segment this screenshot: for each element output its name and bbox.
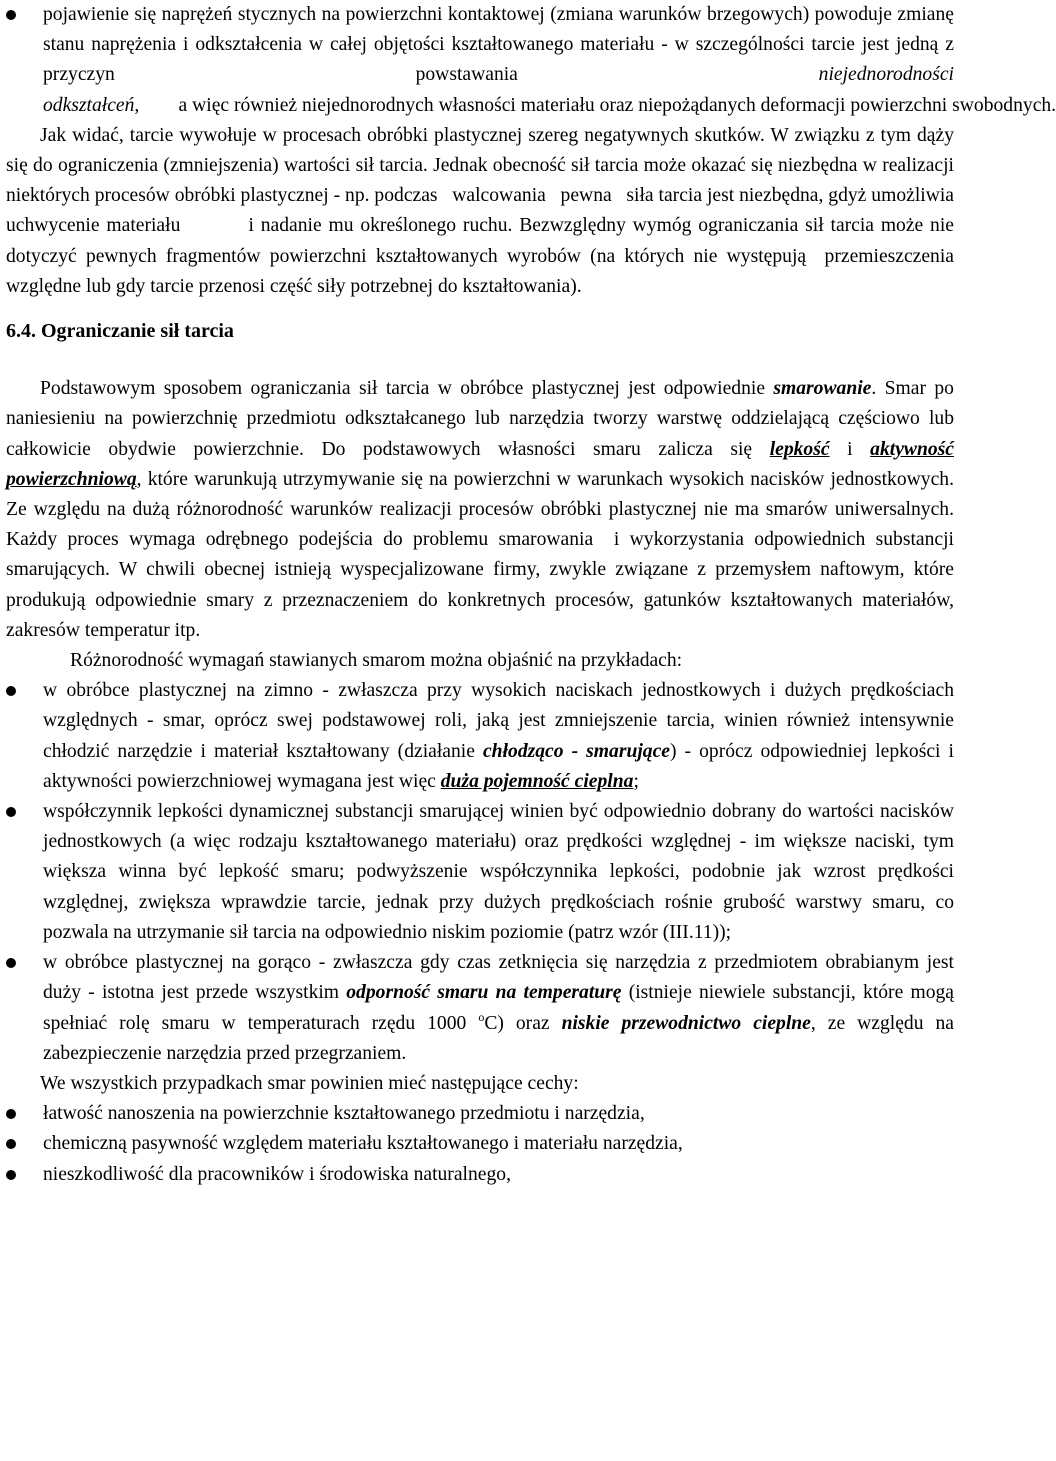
term-chlodzaco-smarujace: chłodząco - smarujące xyxy=(482,740,670,762)
bullet-icon xyxy=(6,1170,16,1180)
list-item xyxy=(6,676,954,797)
term-aktywnosc: aktywność powierzchniową xyxy=(6,438,954,490)
intro-text: pojawienie się naprężeń stycznych na powierzchni kontaktowej (zmiana warunków brzegowych) powoduje zmianę stanu naprężenia i odkształcenia w całej objętości kształtowanego materiału - w szczególności tarcie jest jedną z przyczyn powstawania xyxy=(43,4,954,86)
bullet-icon xyxy=(6,1139,16,1149)
text-run: łatwość nanoszenia na powierzchnie kształtowanego przedmiotu i narzędzia, xyxy=(43,1103,645,1125)
paragraph-cechy: We wszystkich przypadkach smar powinien mieć następujące cechy: xyxy=(40,1072,579,1094)
bullet-icon xyxy=(6,686,16,696)
text-run: w obróbce plastycznej na zimno - zwłaszcza przy wysokich naciskach jednostkowych i dużych prędkościach względnych - smar, oprócz swej podstawowej roli, jaką jest zmniejszenie tarcia, winien również intensywnie chłodzić narzędzie i materiał kształtowany (działanie xyxy=(43,680,954,762)
section-title: Ograniczanie sił tarcia xyxy=(41,320,234,343)
paragraph-wymagania: Różnorodność wymagań stawianych smarom można objaśnić na przykładach: xyxy=(70,650,683,672)
section-heading xyxy=(6,316,954,346)
requirements-list xyxy=(6,676,954,1069)
text-run: chemiczną pasywność względem materiału kształtowanego i materiału narzędzia, xyxy=(43,1133,683,1155)
text-run: Podstawowym sposobem ograniczania sił tarcia w obróbce plastycznej jest odpowiednie xyxy=(40,378,766,400)
list-item xyxy=(6,797,954,948)
paragraph-smarowanie xyxy=(6,374,959,646)
term-lepkosc: lepkość xyxy=(769,438,830,460)
bullet-icon xyxy=(6,958,16,968)
list-item xyxy=(6,1129,954,1159)
intro-list xyxy=(6,0,1056,121)
features-list xyxy=(6,1099,954,1190)
paragraph-tarcie: Jak widać, tarcie wywołuje w procesach obróbki plastycznej szereg negatywnych skutków. W związku z tym dąży się do ograniczenia (zmniejszenia) wartości sił tarcia. Jednak obecność sił tarcia może okazać się niezbędna w realizacji niektórych procesów obróbki plastycznej - np. podczas walcowania pewna siła tarcia jest niezbędna, gdyż umożliwia uchwycenie materiału i nadanie mu określonego ruchu. Bezwzględny wymóg ograniczania sił tarcia może nie dotyczyć pewnych fragmentów powierzchni kształtowanych wyrobów (na których nie występują przemieszczenia względne lub gdy tarcie przenosi część siły potrzebnej do kształtowania). xyxy=(6,124,959,297)
text-run: i xyxy=(847,438,853,460)
text-run: w obróbce plastycznej na gorąco - zwłaszcza gdy czas zetknięcia się narzędzia z przedmiotem obrabianym jest duży - istotna jest przede wszystkim xyxy=(43,952,954,1004)
text-run: (istnieje niewiele substancji, które mogą spełniać rolę smaru w temperaturach rzędu 1000 xyxy=(43,982,954,1034)
text-run: współczynnik lepkości dynamicznej substancji smarującej winien być odpowiednio dobrany do wartości nacisków jednostkowych (a więc rodzaju kształtowanego materiału) oraz prędkości względnej - im większe naciski, tym większa winna być lepkość smaru; podwyższenie współczynnika lepkości, podobnie jak wzrost prędkości względnej, zwiększa wprawdzie tarcie, jednak przy dużych prędkościach rośnie grubość warstwy smaru, co pozwala na utrzymanie sił tarcia na odpowiednio niskim poziomie (patrz wzór (III.11)); xyxy=(43,801,954,943)
text-run: , ze względu na zabezpieczenie narzędzia przed przegrzaniem. xyxy=(43,1012,954,1064)
term-pojemnosc-cieplna: duża pojemność cieplna xyxy=(440,770,634,792)
bullet-icon xyxy=(6,1109,16,1119)
degree-sign: o xyxy=(478,1009,485,1024)
text-run: ) - oprócz odpowiedniej lepkości i aktywności powierzchniowej wymagana jest więc xyxy=(43,740,954,792)
list-item xyxy=(6,1160,954,1190)
section-number: 6.4. xyxy=(6,320,36,343)
list-item xyxy=(6,1099,954,1129)
text-run: , które warunkują utrzymywanie się na powierzchni w warunkach wysokich nacisków jednostkowych. Ze względu na dużą różnorodność warunków realizacji procesów obróbki plastycznej nie ma smarów uniwersalnych. Każdy proces wymaga odrębnego podejścia do problemu smarowania i wykorzystania odpowiednich substancji smarujących. W chwili obecnej istnieją wyspecjalizowane firmy, zwykle związane z przemysłem naftowym, które produkują odpowiednie smary z przeznaczeniem do konkretnych procesów, gatunków kształtowanych materiałów, zakresów temperatur itp. xyxy=(6,468,959,641)
list-item xyxy=(6,948,954,1069)
text-run: ; xyxy=(633,770,639,792)
text-run: . Smar po naniesieniu na powierzchnię przedmiotu odkształcanego lub narzędzia tworzy warstwę oddzielającą częściowo lub całkowicie obydwie powierzchnie. Do podstawowych własności smaru zalicza się xyxy=(6,378,959,460)
intro-text-end: , a więc również niejednorodnych własności materiału oraz niepożądanych deformacji powierzchni swobodnych. xyxy=(134,94,1056,116)
term-odpornosc: odporność smaru na temperaturę xyxy=(346,982,622,1004)
list-item xyxy=(6,0,1056,121)
text-run: nieszkodliwość dla pracowników i środowiska naturalnego, xyxy=(43,1163,511,1185)
document-page xyxy=(6,0,1056,1190)
term-przewodnictwo: niskie przewodnictwo cieplne xyxy=(561,1012,811,1034)
bullet-icon xyxy=(6,807,16,817)
term-smarowanie: smarowanie xyxy=(773,378,872,400)
text-run: C) oraz xyxy=(484,1012,550,1034)
bullet-icon xyxy=(6,10,16,20)
intro-italic-term: niejednorodności odkształceń xyxy=(43,64,954,116)
